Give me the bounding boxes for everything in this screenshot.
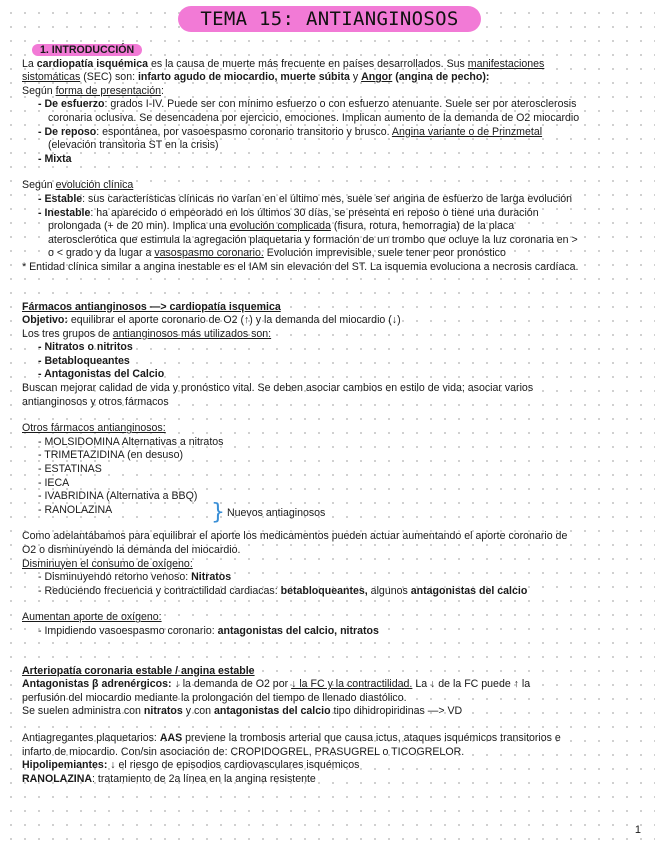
section-heading: Arteriopatía coronaria estable / angina estable bbox=[22, 664, 255, 677]
page-title: TEMA 15: ANTIANGINOSOS bbox=[178, 6, 480, 32]
section-heading: Fármacos antianginosos —> cardiopatía isquemica bbox=[22, 300, 281, 313]
list-item: - RANOLAZINA bbox=[38, 503, 113, 516]
paragraph: infarto de miocardio. Con/sin asociación de: CROPIDOGREL, PRASUGREL o TICOGRELOR. bbox=[22, 745, 465, 758]
section-farmacos bbox=[22, 301, 637, 639]
list-item: - Nitratos o nitritos bbox=[38, 341, 133, 354]
list-item: - ESTATINAS bbox=[38, 463, 102, 476]
list-item: - Mixta bbox=[38, 152, 72, 165]
spacer bbox=[22, 598, 637, 611]
paragraph: Antagonistas β adrenérgicos: ↓ la demanda de O2 por ↓ la FC y la contractilidad. La ↓ de la FC puede ↑ la bbox=[22, 678, 531, 691]
list-item: - Antagonistas del Calcio bbox=[38, 368, 165, 381]
brace-row bbox=[22, 499, 637, 525]
section-arteriopatia bbox=[22, 665, 637, 787]
paragraph: Se suelen administra con nitratos y con antagonistas del calcio tipo dihidropiridinas —> VD bbox=[22, 705, 463, 718]
brace-annotation: Nuevos antiaginosos bbox=[227, 506, 326, 519]
subheading: Otros fármacos antianginosos: bbox=[22, 422, 166, 435]
list-item: - Reduciendo frecuencia y contractilidad cardiacas: betabloqueantes, algunos antagonistas del calcio bbox=[38, 584, 528, 597]
list-item-cont: aterosclerótica que estimula la agregación plaquetaria y formación de un trombo que ocluye la luz coronaria en > bbox=[48, 233, 578, 246]
list-item: - Estable: sus características clínicas no varían en el último mes, suele ser angina de esfuerzo de larga evolución bbox=[38, 192, 573, 205]
spacer bbox=[22, 409, 637, 422]
list-item: - IECA bbox=[38, 476, 70, 489]
paragraph: Según forma de presentación: bbox=[22, 84, 164, 97]
paragraph: O2 o disminuyendo la demanda del miocardio. bbox=[22, 544, 241, 556]
spacer bbox=[22, 166, 637, 179]
section-label: 1. INTRODUCCIÓN bbox=[32, 44, 142, 56]
paragraph: Hipolipemiantes: ↓ el riesgo de episodios cardiovasculares isquémicos bbox=[22, 759, 360, 772]
paragraph: antianginosos y otros fármacos bbox=[22, 395, 169, 408]
document-page bbox=[22, 6, 637, 786]
paragraph: Como adelantábamos para equilibrar el aporte los medicamentos pueden actuar aumentando el aporte coronario de bbox=[22, 530, 568, 543]
paragraph: sistomáticas (SEC) son: infarto agudo de miocardio, muerte súbita y Angor (angina de pecho): bbox=[22, 71, 490, 84]
subheading: Disminuyen el consumo de oxígeno: bbox=[22, 557, 193, 570]
paragraph: La cardiopatía isquémica es la causa de muerte más frecuente en países desarrollados. Sus manifestaciones bbox=[22, 57, 545, 70]
page-number: 1 bbox=[634, 824, 641, 837]
list-item: - Betabloqueantes bbox=[38, 354, 130, 367]
list-item-cont: o < grado y da lugar a vasospasmo coronario. Evolución imprevisible, suele tener peor pronóstico bbox=[48, 247, 506, 260]
list-item: - De esfuerzo: grados I-IV. Puede ser con mínimo esfuerzo o con esfuerzo atenuante. Suele ser por aterosclerosis bbox=[38, 98, 577, 111]
list-item: - Disminuyendo retorno venoso: Nitratos bbox=[38, 571, 232, 584]
list-item: - TRIMETAZIDINA (en desuso) bbox=[38, 449, 184, 462]
list-item: - Impidiendo vasoespasmo coronario: antagonistas del calcio, nitratos bbox=[38, 624, 379, 637]
title-wrap bbox=[22, 6, 637, 34]
list-item-cont: coronaria oclusiva. Se desencadena por ejercicio, emociones. Implican aumento de la demanda de O2 miocardio bbox=[48, 111, 580, 124]
section-introduccion bbox=[22, 44, 637, 275]
list-item: - IVABRIDINA (Alternativa a BBQ) bbox=[38, 490, 198, 503]
spacer bbox=[22, 719, 637, 732]
paragraph: Antiagregantes plaquetarios: AAS previene la trombosis arterial que causa ictus, ataques isquémicos transitorios e bbox=[22, 731, 561, 744]
subheading: Aumentan aporte de oxígeno: bbox=[22, 611, 162, 624]
list-item: - Inestable: ha aparecido o empeorado en los últimos 30 días, se presenta en reposo o tiene una duración bbox=[38, 206, 539, 219]
spacer bbox=[22, 275, 637, 301]
list-item-cont: (elevación transitoria ST en la crisis) bbox=[48, 139, 219, 152]
paragraph: perfusión del miocardio mediante la prolongación del tiempo de llenado diastólico. bbox=[22, 691, 407, 704]
paragraph: Buscan mejorar calidad de vida y pronóstico vital. Se deben asociar cambios en estilo de vida; asociar varios bbox=[22, 382, 534, 395]
list-item: - MOLSIDOMINA Alternativas a nitratos bbox=[38, 435, 224, 448]
paragraph: Objetivo: equilibrar el aporte coronario de O2 (↑) y la demanda del miocardio (↓) bbox=[22, 314, 401, 327]
paragraph: RANOLAZINA: tratamiento de 2a línea en la angina resistente bbox=[22, 772, 316, 785]
paragraph: Los tres grupos de antianginosos más utilizados son: bbox=[22, 327, 272, 340]
list-item: - De reposo: espontánea, por vasoespasmo coronario transitorio y brusco. Angina variante o de Prinzmetal bbox=[38, 125, 543, 138]
paragraph: Según evolución clínica bbox=[22, 179, 134, 192]
spacer bbox=[22, 639, 637, 665]
curly-brace-icon: } bbox=[211, 499, 225, 525]
spacer bbox=[22, 517, 637, 530]
footnote: * Entidad clínica similar a angina inestable es el IAM sin elevación del ST. La isquemia evoluciona a necrosis cardíaca. bbox=[22, 260, 579, 273]
list-item-cont: prolongada (+ de 20 min). Implica una evolución complicada (fisura, rotura, hemorragia) de la placa bbox=[48, 220, 515, 233]
